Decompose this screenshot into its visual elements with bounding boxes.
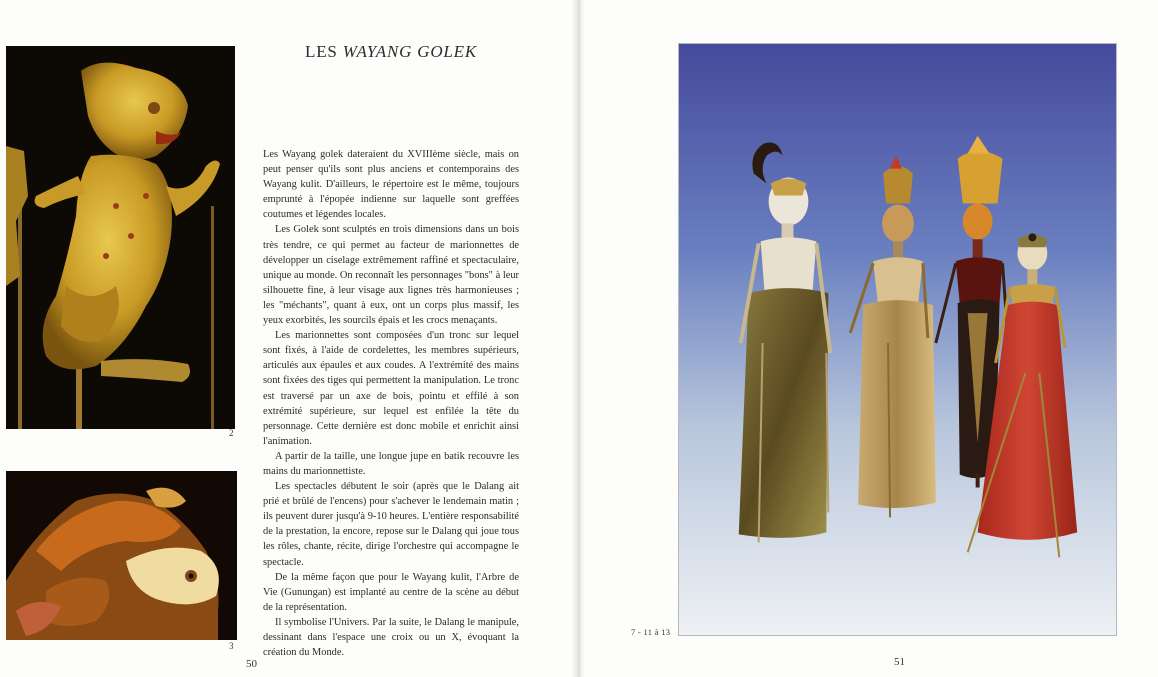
figure-3-photo xyxy=(6,471,237,640)
golden-puppet-image xyxy=(6,46,235,429)
article-body xyxy=(263,147,519,660)
paragraph-4: A partir de la taille, une longue jupe en batik recouvre les mains du marionnettiste. xyxy=(263,450,519,477)
four-wayang-golek-puppets-image xyxy=(679,44,1116,635)
book-gutter xyxy=(571,0,585,677)
title-italic: WAYANG GOLEK xyxy=(342,42,477,61)
paragraph-6: De la même façon que pour le Wayang kulit, l'Arbre de Vie (Gunungan) est implanté au centre de la scène au début de la représentation. xyxy=(263,571,519,613)
left-page xyxy=(0,0,577,677)
paragraph-3: Les marionnettes sont composées d'un tronc sur lequel sont fixés, à l'aide de cordelettes, les membres supérieurs, articulés aux épaules et aux coudes. A l'extrémité des mains sont fixées des tiges qui permettent la manipulation. Le tronc est traversé par un axe de bois, pointu et effilé à son extrémité supérieure, sur lequel est enfilée la tête du personnage. Cette dernière est donc mobile et enrichit ainsi l'animation. xyxy=(263,330,519,447)
paragraph-2: Les Golek sont sculptés en trois dimensions dans un bois très tendre, ce qui permet au facteur de marionnettes de développer un ciselage extrêmement raffiné et spectaculaire, unique au monde. On reconnaît les personnages "bons" à leur silhouette fine, à leur visage aux lignes très harmonieuses ; les "méchants", quant à eux, ont un corps plus massif, les yeux exorbités, les sourcils épais et les crocs menaçants. xyxy=(263,224,519,327)
paragraph-1: Les Wayang golek dateraient du XVIIIème siècle, mais on peut penser qu'ils sont plus anciens et contemporains des Wayang kulit. D'ailleurs, le répertoire est le même, toujours emprunté à l'épopée indienne sur laquelle sont greffées coutumes et légendes locales. xyxy=(263,149,519,221)
carved-head-image xyxy=(6,471,237,640)
page-title xyxy=(262,42,520,62)
figure-7-photo xyxy=(678,43,1117,636)
figure-2-photo xyxy=(6,46,235,429)
right-page xyxy=(579,0,1158,677)
title-prefix: LES xyxy=(305,42,343,61)
paragraph-5: Les spectacles débutent le soir (après que le Dalang ait prié et brûlé de l'encens) pour s'achever le lendemain matin ; ils peuvent durer jusqu'à 9-10 heures. L'entière responsabilité de la prestation, la encore, repose sur le Dalang qui joue tous les rôles, chante, récite, dirige l'orchestre qui accompagne le spectacle. xyxy=(263,481,519,568)
figure-caption: 7 - 11 à 13 xyxy=(631,627,671,637)
paragraph-7: Il symbolise l'Univers. Par la suite, le Dalang le manipule, dessinant dans l'espace une croix ou un X, évoquant la création du Monde. xyxy=(263,616,519,659)
page-number-right: 51 xyxy=(894,656,905,668)
figure-2-number: 2 xyxy=(229,428,234,438)
figure-3-number: 3 xyxy=(229,641,234,651)
page-number-left: 50 xyxy=(246,658,257,670)
